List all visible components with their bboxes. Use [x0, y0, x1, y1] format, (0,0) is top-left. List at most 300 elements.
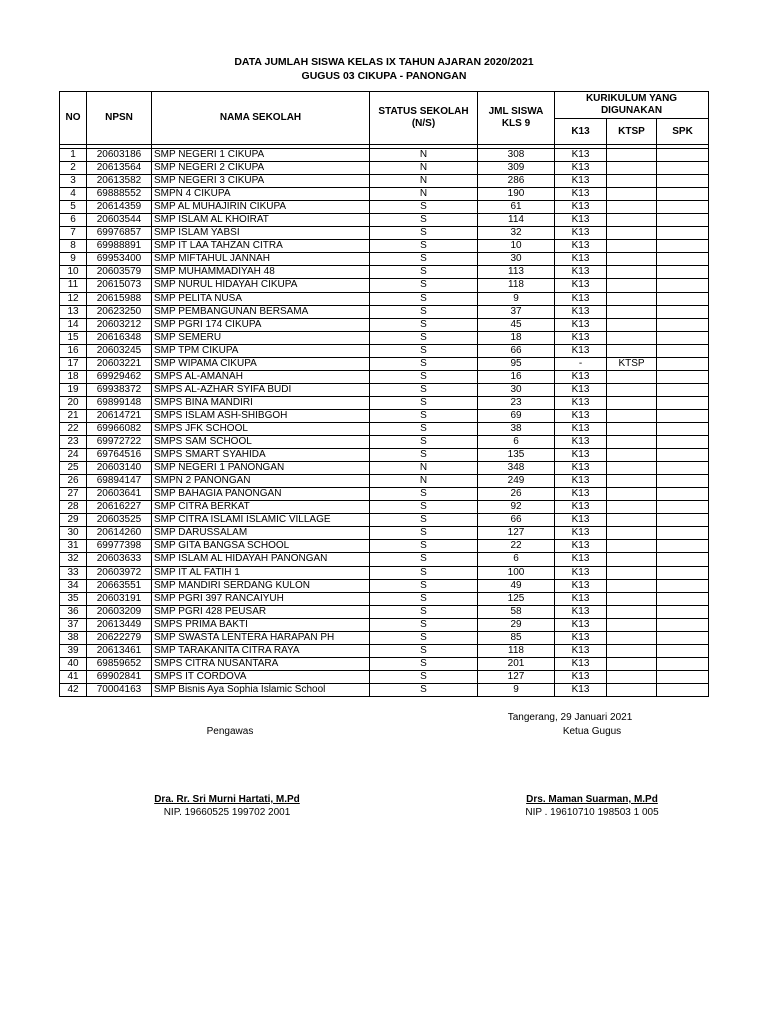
cell-jml-siswa: 66	[478, 344, 555, 357]
table-row	[60, 670, 709, 683]
cell-k13: K13	[555, 501, 607, 514]
cell-no: 23	[60, 436, 87, 449]
cell-nama-sekolah: SMP WIPAMA CIKUPA	[152, 357, 370, 370]
cell-jml-siswa: 6	[478, 436, 555, 449]
cell-no: 42	[60, 683, 87, 696]
cell-npsn: 69764516	[87, 449, 152, 462]
cell-ktsp	[607, 592, 657, 605]
table-row	[60, 501, 709, 514]
cell-k13: K13	[555, 488, 607, 501]
cell-no: 15	[60, 331, 87, 344]
table-row	[60, 527, 709, 540]
cell-no: 3	[60, 175, 87, 188]
cell-no: 4	[60, 188, 87, 201]
cell-no: 32	[60, 553, 87, 566]
table-row	[60, 605, 709, 618]
header-kurikulum: KURIKULUM YANG DIGUNAKAN	[555, 92, 709, 119]
cell-spk	[657, 488, 709, 501]
cell-nama-sekolah: SMP MUHAMMADIYAH 48	[152, 266, 370, 279]
cell-status: S	[370, 240, 478, 253]
cell-npsn: 69976857	[87, 227, 152, 240]
table-row	[60, 514, 709, 527]
cell-k13: K13	[555, 331, 607, 344]
cell-nama-sekolah: SMP NEGERI 3 CIKUPA	[152, 175, 370, 188]
cell-status: S	[370, 292, 478, 305]
cell-no: 29	[60, 514, 87, 527]
cell-npsn: 20616348	[87, 331, 152, 344]
cell-k13: K13	[555, 175, 607, 188]
cell-status: S	[370, 318, 478, 331]
cell-spk	[657, 579, 709, 592]
table-row	[60, 344, 709, 357]
cell-nama-sekolah: SMP ISLAM YABSI	[152, 227, 370, 240]
cell-nama-sekolah: SMP ISLAM AL KHOIRAT	[152, 214, 370, 227]
cell-k13: K13	[555, 396, 607, 409]
cell-spk	[657, 188, 709, 201]
cell-jml-siswa: 9	[478, 683, 555, 696]
table-row	[60, 631, 709, 644]
cell-k13: K13	[555, 370, 607, 383]
cell-spk	[657, 501, 709, 514]
cell-spk	[657, 618, 709, 631]
cell-k13: K13	[555, 657, 607, 670]
cell-k13: K13	[555, 149, 607, 162]
table-row	[60, 592, 709, 605]
cell-status: N	[370, 462, 478, 475]
cell-status: S	[370, 279, 478, 292]
cell-jml-siswa: 127	[478, 670, 555, 683]
cell-spk	[657, 292, 709, 305]
cell-nama-sekolah: SMP NEGERI 2 CIKUPA	[152, 162, 370, 175]
cell-nama-sekolah: SMP BAHAGIA PANONGAN	[152, 488, 370, 501]
place-date: Tangerang, 29 Januari 2021	[507, 712, 633, 723]
cell-nama-sekolah: SMP PEMBANGUNAN BERSAMA	[152, 305, 370, 318]
table-row	[60, 227, 709, 240]
cell-ktsp	[607, 162, 657, 175]
cell-ktsp	[607, 149, 657, 162]
cell-no: 30	[60, 527, 87, 540]
cell-status: S	[370, 540, 478, 553]
cell-spk	[657, 331, 709, 344]
cell-status: S	[370, 227, 478, 240]
cell-spk	[657, 592, 709, 605]
cell-ktsp	[607, 292, 657, 305]
cell-npsn: 20613449	[87, 618, 152, 631]
table-row	[60, 266, 709, 279]
cell-ktsp	[607, 188, 657, 201]
cell-spk	[657, 357, 709, 370]
cell-nama-sekolah: SMPN 2 PANONGAN	[152, 475, 370, 488]
cell-status: S	[370, 644, 478, 657]
cell-npsn: 20615073	[87, 279, 152, 292]
cell-nama-sekolah: SMP CITRA ISLAMI ISLAMIC VILLAGE	[152, 514, 370, 527]
cell-npsn: 70004163	[87, 683, 152, 696]
cell-no: 18	[60, 370, 87, 383]
cell-spk	[657, 370, 709, 383]
cell-k13: K13	[555, 475, 607, 488]
cell-nama-sekolah: SMP TPM CIKUPA	[152, 344, 370, 357]
cell-k13: K13	[555, 540, 607, 553]
cell-ktsp	[607, 631, 657, 644]
cell-spk	[657, 201, 709, 214]
cell-ktsp	[607, 579, 657, 592]
table-row	[60, 409, 709, 422]
cell-k13: K13	[555, 579, 607, 592]
cell-npsn: 20603544	[87, 214, 152, 227]
cell-npsn: 69938372	[87, 383, 152, 396]
cell-npsn: 20603972	[87, 566, 152, 579]
cell-no: 5	[60, 201, 87, 214]
header-no: NO	[60, 92, 87, 145]
cell-jml-siswa: 113	[478, 266, 555, 279]
cell-nama-sekolah: SMPS JFK SCHOOL	[152, 422, 370, 435]
table-row	[60, 318, 709, 331]
cell-jml-siswa: 348	[478, 462, 555, 475]
cell-npsn: 20614260	[87, 527, 152, 540]
cell-npsn: 20603212	[87, 318, 152, 331]
cell-nama-sekolah: SMPS SAM SCHOOL	[152, 436, 370, 449]
cell-ktsp	[607, 422, 657, 435]
cell-ktsp	[607, 370, 657, 383]
cell-ktsp	[607, 566, 657, 579]
cell-status: S	[370, 683, 478, 696]
cell-status: S	[370, 488, 478, 501]
cell-ktsp	[607, 475, 657, 488]
cell-jml-siswa: 85	[478, 631, 555, 644]
table-row	[60, 279, 709, 292]
cell-k13: K13	[555, 618, 607, 631]
cell-npsn: 69977398	[87, 540, 152, 553]
cell-npsn: 69953400	[87, 253, 152, 266]
cell-jml-siswa: 190	[478, 188, 555, 201]
cell-status: S	[370, 214, 478, 227]
cell-ktsp	[607, 305, 657, 318]
cell-no: 7	[60, 227, 87, 240]
cell-k13: K13	[555, 422, 607, 435]
cell-spk	[657, 240, 709, 253]
cell-spk	[657, 162, 709, 175]
cell-jml-siswa: 37	[478, 305, 555, 318]
header-npsn: NPSN	[87, 92, 152, 145]
cell-nama-sekolah: SMP GITA BANGSA SCHOOL	[152, 540, 370, 553]
header-status-sekolah: STATUS SEKOLAH (N/S)	[370, 92, 478, 145]
cell-k13: K13	[555, 514, 607, 527]
cell-spk	[657, 422, 709, 435]
cell-nama-sekolah: SMP DARUSSALAM	[152, 527, 370, 540]
cell-npsn: 69894147	[87, 475, 152, 488]
cell-no: 14	[60, 318, 87, 331]
cell-npsn: 69988891	[87, 240, 152, 253]
cell-jml-siswa: 309	[478, 162, 555, 175]
cell-npsn: 20613582	[87, 175, 152, 188]
cell-spk	[657, 214, 709, 227]
cell-status: S	[370, 501, 478, 514]
cell-no: 28	[60, 501, 87, 514]
cell-status: S	[370, 514, 478, 527]
cell-npsn: 20603191	[87, 592, 152, 605]
cell-no: 33	[60, 566, 87, 579]
cell-status: S	[370, 396, 478, 409]
cell-status: S	[370, 631, 478, 644]
cell-status: S	[370, 579, 478, 592]
cell-nama-sekolah: SMP NEGERI 1 PANONGAN	[152, 462, 370, 475]
cell-ktsp	[607, 514, 657, 527]
cell-k13: K13	[555, 631, 607, 644]
cell-k13: K13	[555, 592, 607, 605]
cell-nama-sekolah: SMPS ISLAM ASH-SHIBGOH	[152, 409, 370, 422]
cell-npsn: 20614359	[87, 201, 152, 214]
cell-ktsp	[607, 201, 657, 214]
cell-ktsp	[607, 488, 657, 501]
table-row	[60, 162, 709, 175]
cell-nama-sekolah: SMP SEMERU	[152, 331, 370, 344]
cell-spk	[657, 409, 709, 422]
cell-jml-siswa: 26	[478, 488, 555, 501]
cell-status: N	[370, 162, 478, 175]
cell-spk	[657, 527, 709, 540]
header-ktsp: KTSP	[607, 119, 657, 145]
cell-k13: K13	[555, 605, 607, 618]
cell-no: 37	[60, 618, 87, 631]
cell-jml-siswa: 201	[478, 657, 555, 670]
cell-ktsp	[607, 501, 657, 514]
cell-nama-sekolah: SMP CITRA BERKAT	[152, 501, 370, 514]
table-row	[60, 188, 709, 201]
cell-ktsp	[607, 527, 657, 540]
right-role: Ketua Gugus	[562, 726, 622, 737]
table-row	[60, 422, 709, 435]
cell-status: S	[370, 566, 478, 579]
cell-jml-siswa: 286	[478, 175, 555, 188]
cell-status: S	[370, 305, 478, 318]
cell-jml-siswa: 6	[478, 553, 555, 566]
cell-status: S	[370, 357, 478, 370]
cell-spk	[657, 318, 709, 331]
cell-k13: K13	[555, 292, 607, 305]
cell-k13: K13	[555, 383, 607, 396]
cell-ktsp	[607, 553, 657, 566]
cell-npsn: 69972722	[87, 436, 152, 449]
cell-k13: K13	[555, 644, 607, 657]
cell-no: 20	[60, 396, 87, 409]
student-data-table	[59, 91, 709, 697]
cell-npsn: 20663551	[87, 579, 152, 592]
cell-spk	[657, 657, 709, 670]
cell-npsn: 20603221	[87, 357, 152, 370]
cell-ktsp	[607, 618, 657, 631]
cell-k13: K13	[555, 409, 607, 422]
cell-status: S	[370, 331, 478, 344]
cell-npsn: 20603209	[87, 605, 152, 618]
cell-k13: K13	[555, 253, 607, 266]
cell-jml-siswa: 9	[478, 292, 555, 305]
cell-nama-sekolah: SMPS CITRA NUSANTARA	[152, 657, 370, 670]
table-row	[60, 553, 709, 566]
cell-ktsp	[607, 331, 657, 344]
cell-ktsp	[607, 344, 657, 357]
cell-spk	[657, 540, 709, 553]
table-row	[60, 449, 709, 462]
cell-no: 13	[60, 305, 87, 318]
cell-spk	[657, 266, 709, 279]
cell-jml-siswa: 38	[478, 422, 555, 435]
cell-k13: K13	[555, 527, 607, 540]
cell-k13: K13	[555, 279, 607, 292]
cell-ktsp	[607, 540, 657, 553]
table-row	[60, 462, 709, 475]
cell-nama-sekolah: SMP IT AL FATIH 1	[152, 566, 370, 579]
cell-nama-sekolah: SMP IT LAA TAHZAN CITRA	[152, 240, 370, 253]
cell-status: N	[370, 188, 478, 201]
cell-jml-siswa: 32	[478, 227, 555, 240]
cell-nama-sekolah: SMP MIFTAHUL JANNAH	[152, 253, 370, 266]
table-row	[60, 683, 709, 696]
cell-no: 39	[60, 644, 87, 657]
cell-ktsp	[607, 240, 657, 253]
cell-ktsp	[607, 214, 657, 227]
cell-k13: -	[555, 357, 607, 370]
cell-status: S	[370, 618, 478, 631]
cell-nama-sekolah: SMPN 4 CIKUPA	[152, 188, 370, 201]
cell-no: 41	[60, 670, 87, 683]
cell-spk	[657, 344, 709, 357]
cell-status: N	[370, 175, 478, 188]
table-row	[60, 657, 709, 670]
cell-spk	[657, 462, 709, 475]
cell-ktsp	[607, 436, 657, 449]
cell-status: S	[370, 553, 478, 566]
cell-k13: K13	[555, 227, 607, 240]
cell-status: S	[370, 670, 478, 683]
cell-jml-siswa: 118	[478, 644, 555, 657]
cell-npsn: 69929462	[87, 370, 152, 383]
table-row	[60, 201, 709, 214]
header-spk: SPK	[657, 119, 709, 145]
cell-jml-siswa: 49	[478, 579, 555, 592]
cell-ktsp	[607, 175, 657, 188]
cell-ktsp: KTSP	[607, 357, 657, 370]
cell-nama-sekolah: SMP NURUL HIDAYAH CIKUPA	[152, 279, 370, 292]
cell-nama-sekolah: SMPS PRIMA BAKTI	[152, 618, 370, 631]
cell-jml-siswa: 10	[478, 240, 555, 253]
cell-k13: K13	[555, 305, 607, 318]
cell-k13: K13	[555, 201, 607, 214]
table-row	[60, 566, 709, 579]
table-row	[60, 436, 709, 449]
cell-spk	[657, 305, 709, 318]
cell-npsn: 20616227	[87, 501, 152, 514]
cell-jml-siswa: 61	[478, 201, 555, 214]
cell-no: 36	[60, 605, 87, 618]
cell-ktsp	[607, 227, 657, 240]
cell-jml-siswa: 66	[478, 514, 555, 527]
table-row	[60, 370, 709, 383]
cell-k13: K13	[555, 449, 607, 462]
cell-k13: K13	[555, 344, 607, 357]
cell-npsn: 69888552	[87, 188, 152, 201]
cell-ktsp	[607, 266, 657, 279]
cell-no: 22	[60, 422, 87, 435]
cell-npsn: 20622279	[87, 631, 152, 644]
table-row	[60, 396, 709, 409]
cell-npsn: 69902841	[87, 670, 152, 683]
cell-k13: K13	[555, 436, 607, 449]
cell-npsn: 20615988	[87, 292, 152, 305]
cell-npsn: 69859652	[87, 657, 152, 670]
cell-jml-siswa: 18	[478, 331, 555, 344]
cell-status: N	[370, 475, 478, 488]
header-nama-sekolah: NAMA SEKOLAH	[152, 92, 370, 145]
cell-nama-sekolah: SMP PGRI 428 PEUSAR	[152, 605, 370, 618]
cell-nama-sekolah: SMPS SMART SYAHIDA	[152, 449, 370, 462]
cell-k13: K13	[555, 162, 607, 175]
cell-npsn: 69899148	[87, 396, 152, 409]
table-row	[60, 253, 709, 266]
cell-ktsp	[607, 409, 657, 422]
cell-spk	[657, 566, 709, 579]
cell-jml-siswa: 114	[478, 214, 555, 227]
cell-k13: K13	[555, 462, 607, 475]
table-row	[60, 305, 709, 318]
cell-npsn: 20613564	[87, 162, 152, 175]
cell-nama-sekolah: SMP PGRI 174 CIKUPA	[152, 318, 370, 331]
cell-npsn: 20614721	[87, 409, 152, 422]
cell-npsn: 20603245	[87, 344, 152, 357]
cell-jml-siswa: 30	[478, 253, 555, 266]
cell-jml-siswa: 23	[478, 396, 555, 409]
table-row	[60, 214, 709, 227]
cell-ktsp	[607, 644, 657, 657]
cell-status: S	[370, 449, 478, 462]
cell-spk	[657, 396, 709, 409]
cell-no: 38	[60, 631, 87, 644]
cell-spk	[657, 227, 709, 240]
cell-no: 25	[60, 462, 87, 475]
table-row	[60, 579, 709, 592]
cell-nama-sekolah: SMP TARAKANITA CITRA RAYA	[152, 644, 370, 657]
cell-status: S	[370, 436, 478, 449]
cell-spk	[657, 475, 709, 488]
table-row	[60, 149, 709, 162]
cell-no: 8	[60, 240, 87, 253]
cell-nama-sekolah: SMPS IT CORDOVA	[152, 670, 370, 683]
cell-ktsp	[607, 670, 657, 683]
cell-k13: K13	[555, 266, 607, 279]
cell-ktsp	[607, 462, 657, 475]
header-k13: K13	[555, 119, 607, 145]
cell-jml-siswa: 118	[478, 279, 555, 292]
cell-spk	[657, 553, 709, 566]
cell-k13: K13	[555, 214, 607, 227]
table-row	[60, 488, 709, 501]
cell-spk	[657, 670, 709, 683]
cell-ktsp	[607, 683, 657, 696]
cell-status: N	[370, 149, 478, 162]
cell-jml-siswa: 100	[478, 566, 555, 579]
cell-status: S	[370, 605, 478, 618]
cell-npsn: 20603140	[87, 462, 152, 475]
left-signatory-nip: NIP. 19660525 199702 2001	[163, 807, 291, 818]
cell-nama-sekolah: SMPS AL-AMANAH	[152, 370, 370, 383]
cell-k13: K13	[555, 566, 607, 579]
header-jml-siswa: JML SISWA KLS 9	[478, 92, 555, 145]
document-subtitle: GUGUS 03 CIKUPA - PANONGAN	[301, 70, 467, 82]
cell-no: 10	[60, 266, 87, 279]
right-signatory-nip: NIP . 19610710 198503 1 005	[525, 807, 659, 818]
cell-ktsp	[607, 383, 657, 396]
table-row	[60, 383, 709, 396]
cell-jml-siswa: 45	[478, 318, 555, 331]
